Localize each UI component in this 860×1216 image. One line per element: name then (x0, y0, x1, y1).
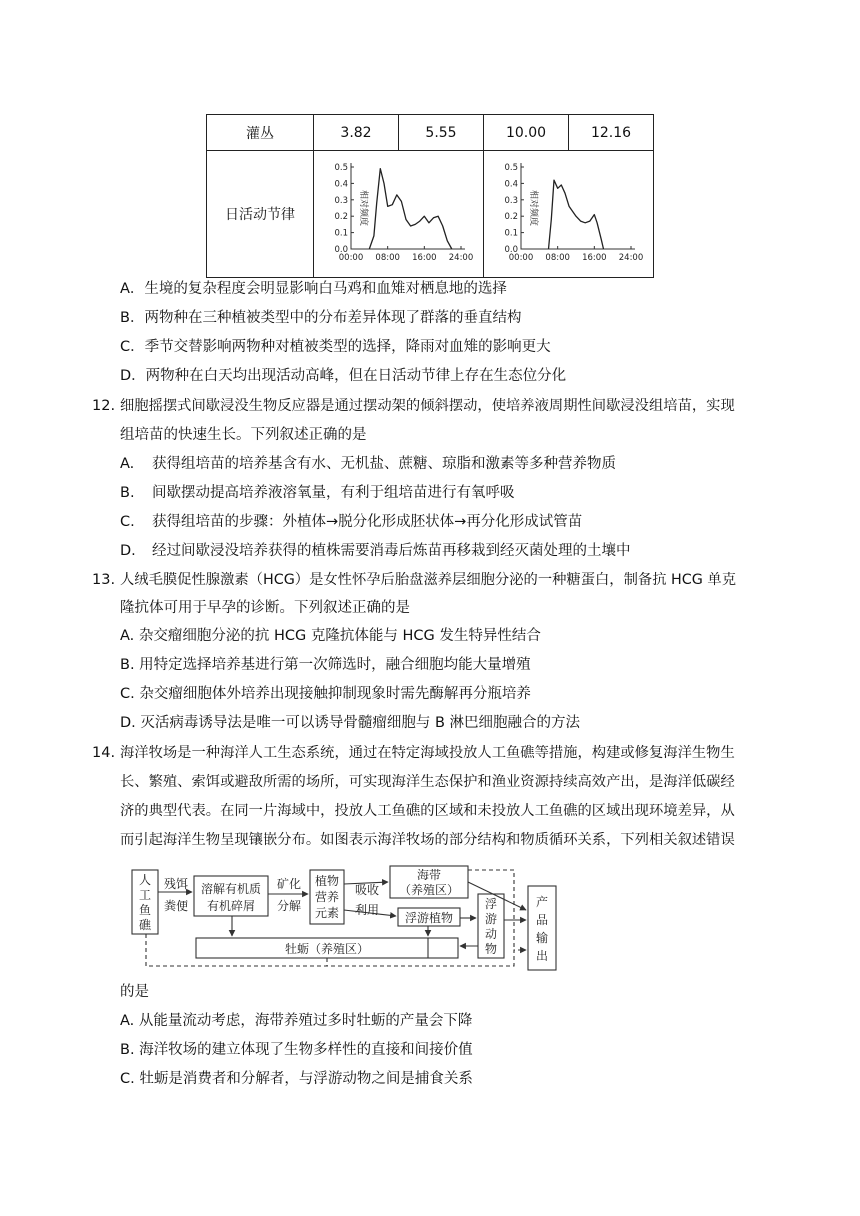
y-tick-label: 0.4 (333, 179, 348, 190)
q11-option-b: B．两物种在三种植被类型中的分布差异体现了群落的垂直结构 (120, 310, 522, 326)
shrub-label: 灌丛 (207, 115, 314, 151)
q13-option-b: B. 用特定选择培养基进行第一次筛选时，融合细胞均能大量增殖 (120, 657, 531, 673)
oyster-label: 牡蛎（养殖区） (284, 942, 370, 956)
q13-number: 13. (92, 572, 116, 588)
activity-series-line (369, 169, 452, 249)
x-tick-label: 24:00 (448, 253, 473, 263)
y-tick-label: 0.0 (503, 245, 518, 255)
y-tick-label: 0.1 (503, 228, 518, 239)
x-tick-label: 00:00 (338, 253, 363, 263)
x-tick-label: 16:00 (581, 253, 607, 263)
q14-stem-line1: 海洋牧场是一种海洋人工生态系统，通过在特定海域投放人工鱼礁等措施，构建或修复海洋生物生 (120, 745, 735, 761)
q14-option-a: A. 从能量流动考虑，海带养殖过多时牡蛎的产量会下降 (120, 1013, 473, 1029)
nutrient-char: 植物 (314, 874, 340, 888)
nutrient-char: 营养 (314, 890, 340, 904)
value-cell: 5.55 (399, 115, 484, 151)
chart-cell-left (314, 151, 484, 278)
y-tick-label: 0.2 (333, 212, 348, 223)
q12-stem-line1: 细胞摇摆式间歇浸没生物反应器是通过摆动架的倾斜摆动，使培养液周期性间歇浸没组培苗，实现 (120, 398, 735, 414)
q12-option-d: 经过间歇浸没培养获得的植株需要消毒后炼苗再移栽到经灭菌处理的土壤中 (152, 543, 631, 559)
detritus-label: 有机碎屑 (206, 899, 256, 913)
absorb-label: 吸收 (354, 883, 380, 897)
reef-char: 鱼 (138, 903, 152, 917)
value-cell: 10.00 (484, 115, 569, 151)
phyto-label: 浮游植物 (404, 911, 454, 925)
reef-char: 工 (138, 888, 152, 902)
decompose-label: 分解 (276, 899, 302, 913)
q12-stem-line2: 组培苗的快速生长。下列叙述正确的是 (120, 427, 367, 443)
y-axis-label: 相对频度 (357, 189, 368, 227)
q13-option-d: D. 灭活病毒诱导法是唯一可以诱导骨髓瘤细胞与 B 淋巴细胞融合的方法 (120, 715, 581, 731)
q14-option-b: B. 海洋牧场的建立体现了生物多样性的直接和间接价值 (120, 1042, 473, 1058)
q12-option-b: 间歇摆动提高培养液溶氧量，有利于组培苗进行有氧呼吸 (152, 485, 515, 501)
q14-stem-line3: 济的典型代表。在同一片海域中，投放人工鱼礁的区域和未投放人工鱼礁的区域出现环境差异，从 (120, 803, 735, 819)
q12-option-d-letter: D. (120, 543, 136, 559)
zoo-char: 物 (484, 942, 498, 956)
y-tick-label: 0.4 (503, 179, 518, 190)
q13-stem-line2: 隆抗体可用于早孕的诊断。下列叙述正确的是 (120, 600, 410, 616)
habitat-table (206, 114, 654, 278)
y-tick-label: 0.0 (333, 245, 348, 255)
y-tick-label: 0.2 (503, 212, 518, 223)
q14-stem-line2: 长、繁殖、索饵或避敌所需的场所，可实现海洋生态保护和渔业资源持续高效产出，是海洋低碳经 (120, 774, 735, 790)
x-tick-label: 00:00 (508, 253, 533, 263)
chart-cell-right (484, 151, 654, 278)
organic-label: 溶解有机质 (200, 882, 262, 896)
value-cell: 3.82 (314, 115, 399, 151)
product-char: 品 (535, 913, 549, 927)
y-tick-label: 0.5 (333, 163, 348, 173)
y-axis-label: 相对频度 (527, 189, 538, 227)
kelp-label: 海带 (416, 868, 442, 882)
reef-char: 人 (138, 873, 152, 887)
bait-label: 残饵 (163, 877, 189, 891)
q12-option-a: 获得组培苗的培养基含有水、无机盐、蔗糖、琼脂和激素等多种营养物质 (152, 456, 616, 472)
rhythm-label: 日活动节律 (207, 151, 314, 278)
q12-option-c: 获得组培苗的步骤：外植体→脱分化形成胚状体→再分化形成试管苗 (152, 514, 583, 530)
product-char: 产 (535, 895, 549, 909)
q13-stem-line1: 人绒毛膜促性腺激素（HCG）是女性怀孕后胎盘滋养层细胞分泌的一种糖蛋白，制备抗 HCG 单克 (120, 572, 736, 588)
product-char: 出 (535, 949, 549, 963)
q11-option-c: C．季节交替影响两物种对植被类型的选择，降雨对血雉的影响更大 (120, 339, 551, 355)
x-tick-label: 16:00 (411, 253, 437, 263)
mineral-label: 矿化 (276, 877, 302, 891)
y-tick-label: 0.3 (503, 195, 518, 206)
reef-char: 礁 (138, 918, 152, 932)
q14-stem-line4: 而引起海洋生物呈现镶嵌分布。如图表示海洋牧场的部分结构和物质循环关系，下列相关叙述错误 (120, 832, 735, 848)
activity-chart-left (315, 151, 483, 273)
nutrient-char: 元素 (314, 906, 340, 920)
q12-option-c-letter: C. (120, 514, 135, 530)
use-label: 利用 (354, 903, 380, 917)
q13-option-a: A. 杂交瘤细胞分泌的抗 HCG 克隆抗体能与 HCG 发生特异性结合 (120, 628, 541, 644)
x-tick-label: 24:00 (618, 253, 643, 263)
zoo-char: 动 (484, 927, 498, 941)
feces-label: 粪便 (163, 899, 189, 913)
activity-chart-right (485, 151, 653, 273)
q14-number: 14. (92, 745, 116, 761)
x-tick-label: 08:00 (374, 253, 400, 263)
q12-number: 12. (92, 398, 116, 414)
q13-option-c: C. 杂交瘤细胞体外培养出现接触抑制现象时需先酶解再分瓶培养 (120, 686, 531, 702)
q14-stem-tail: 的是 (120, 984, 149, 1000)
q12-option-b-letter: B. (120, 485, 135, 501)
q14-option-c: C. 牡蛎是消费者和分解者，与浮游动物之间是捕食关系 (120, 1071, 473, 1087)
q11-option-d: D．两物种在白天均出现活动高峰，但在日活动节律上存在生态位分化 (120, 368, 567, 384)
q12-option-a-letter: A. (120, 456, 135, 472)
y-tick-label: 0.5 (503, 163, 518, 173)
zoo-char: 浮 (484, 897, 498, 911)
y-tick-label: 0.3 (333, 195, 348, 206)
ocean-ranch-diagram (128, 860, 568, 978)
activity-series-line (548, 180, 603, 249)
kelp-zone-label: （养殖区） (398, 883, 460, 897)
value-cell: 12.16 (569, 115, 654, 151)
zoo-char: 游 (484, 912, 498, 926)
y-tick-label: 0.1 (333, 228, 348, 239)
x-tick-label: 08:00 (544, 253, 570, 263)
product-char: 输 (535, 931, 549, 945)
q11-option-a: A．生境的复杂程度会明显影响白马鸡和血雉对栖息地的选择 (120, 281, 507, 297)
